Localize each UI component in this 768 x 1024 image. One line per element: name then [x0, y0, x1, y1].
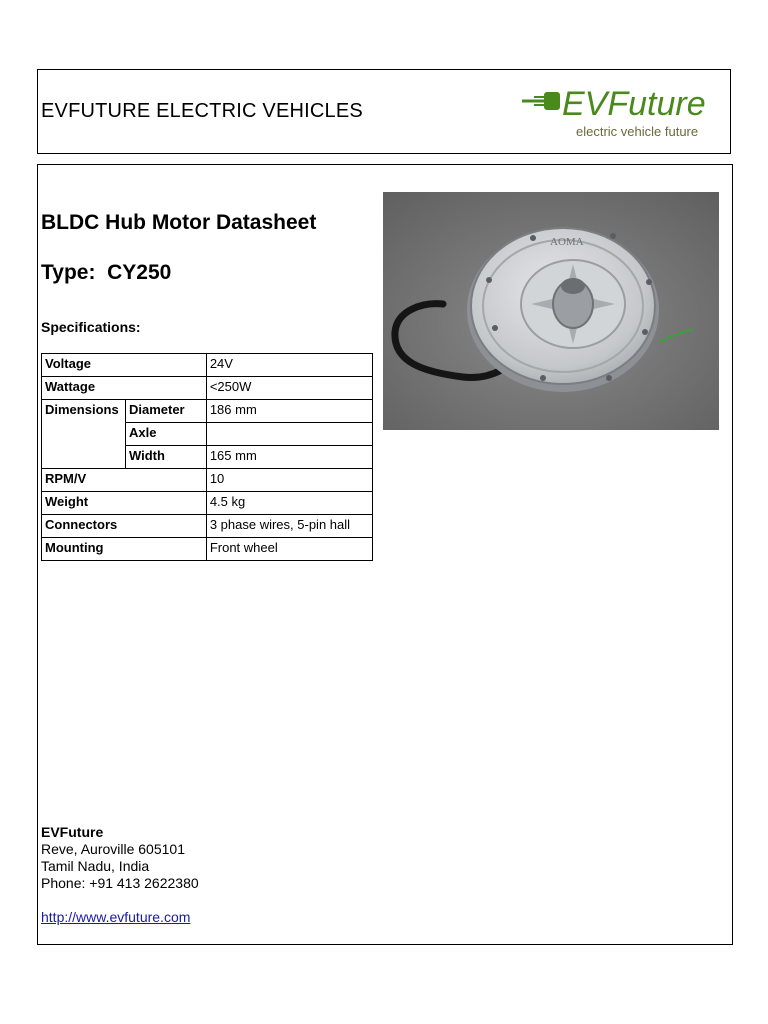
table-row [42, 354, 373, 377]
spec-value-cell: 24V [206, 354, 372, 377]
spec-sublabel-cell: Axle [125, 423, 206, 446]
spec-value-cell: 3 phase wires, 5-pin hall [206, 515, 372, 538]
table-row [42, 515, 373, 538]
spec-value-cell: Front wheel [206, 538, 372, 561]
spec-label-cell: Connectors [42, 515, 207, 538]
spec-table [41, 353, 373, 561]
aoma-label: AOMA [550, 236, 584, 248]
spec-label-cell: Dimensions [42, 400, 126, 469]
spec-label-cell: RPM/V [42, 469, 207, 492]
table-row [42, 377, 373, 400]
table-row [42, 400, 373, 423]
footer-address-line2: Tamil Nadu, India [41, 858, 150, 874]
footer-address-line1: Reve, Auroville 605101 [41, 841, 185, 857]
plug-icon [544, 92, 560, 110]
spec-value-cell: 165 mm [206, 446, 372, 469]
header-box [37, 69, 731, 154]
document-title: BLDC Hub Motor Datasheet [41, 211, 317, 234]
hub-motor-photo [383, 192, 719, 430]
specifications-label: Specifications: [41, 319, 141, 335]
main-box [37, 164, 733, 945]
spec-sublabel-cell: Width [125, 446, 206, 469]
spec-value-cell: 4.5 kg [206, 492, 372, 515]
logo-brand: EVFuture [562, 85, 706, 123]
logo-tagline: electric vehicle future [576, 124, 699, 139]
footer-contact [41, 824, 199, 926]
website-link[interactable]: http://www.evfuture.com [41, 909, 191, 925]
table-row [42, 492, 373, 515]
spec-value-cell: 186 mm [206, 400, 372, 423]
spec-value-cell: <250W [206, 377, 372, 400]
spec-label-cell: Mounting [42, 538, 207, 561]
spec-label-cell: Wattage [42, 377, 207, 400]
table-row [42, 469, 373, 492]
footer-company: EVFuture [41, 824, 104, 840]
spec-value-cell: 10 [206, 469, 372, 492]
spec-label-cell: Weight [42, 492, 207, 515]
footer-phone: Phone: +91 413 2622380 [41, 875, 199, 891]
evfuture-logo [522, 78, 722, 146]
spec-label-cell: Voltage [42, 354, 207, 377]
document-type: Type: CY250 [41, 261, 172, 284]
table-row [42, 538, 373, 561]
spec-value-cell [206, 423, 372, 446]
company-name: EVFUTURE ELECTRIC VEHICLES [41, 100, 363, 122]
spec-sublabel-cell: Diameter [125, 400, 206, 423]
